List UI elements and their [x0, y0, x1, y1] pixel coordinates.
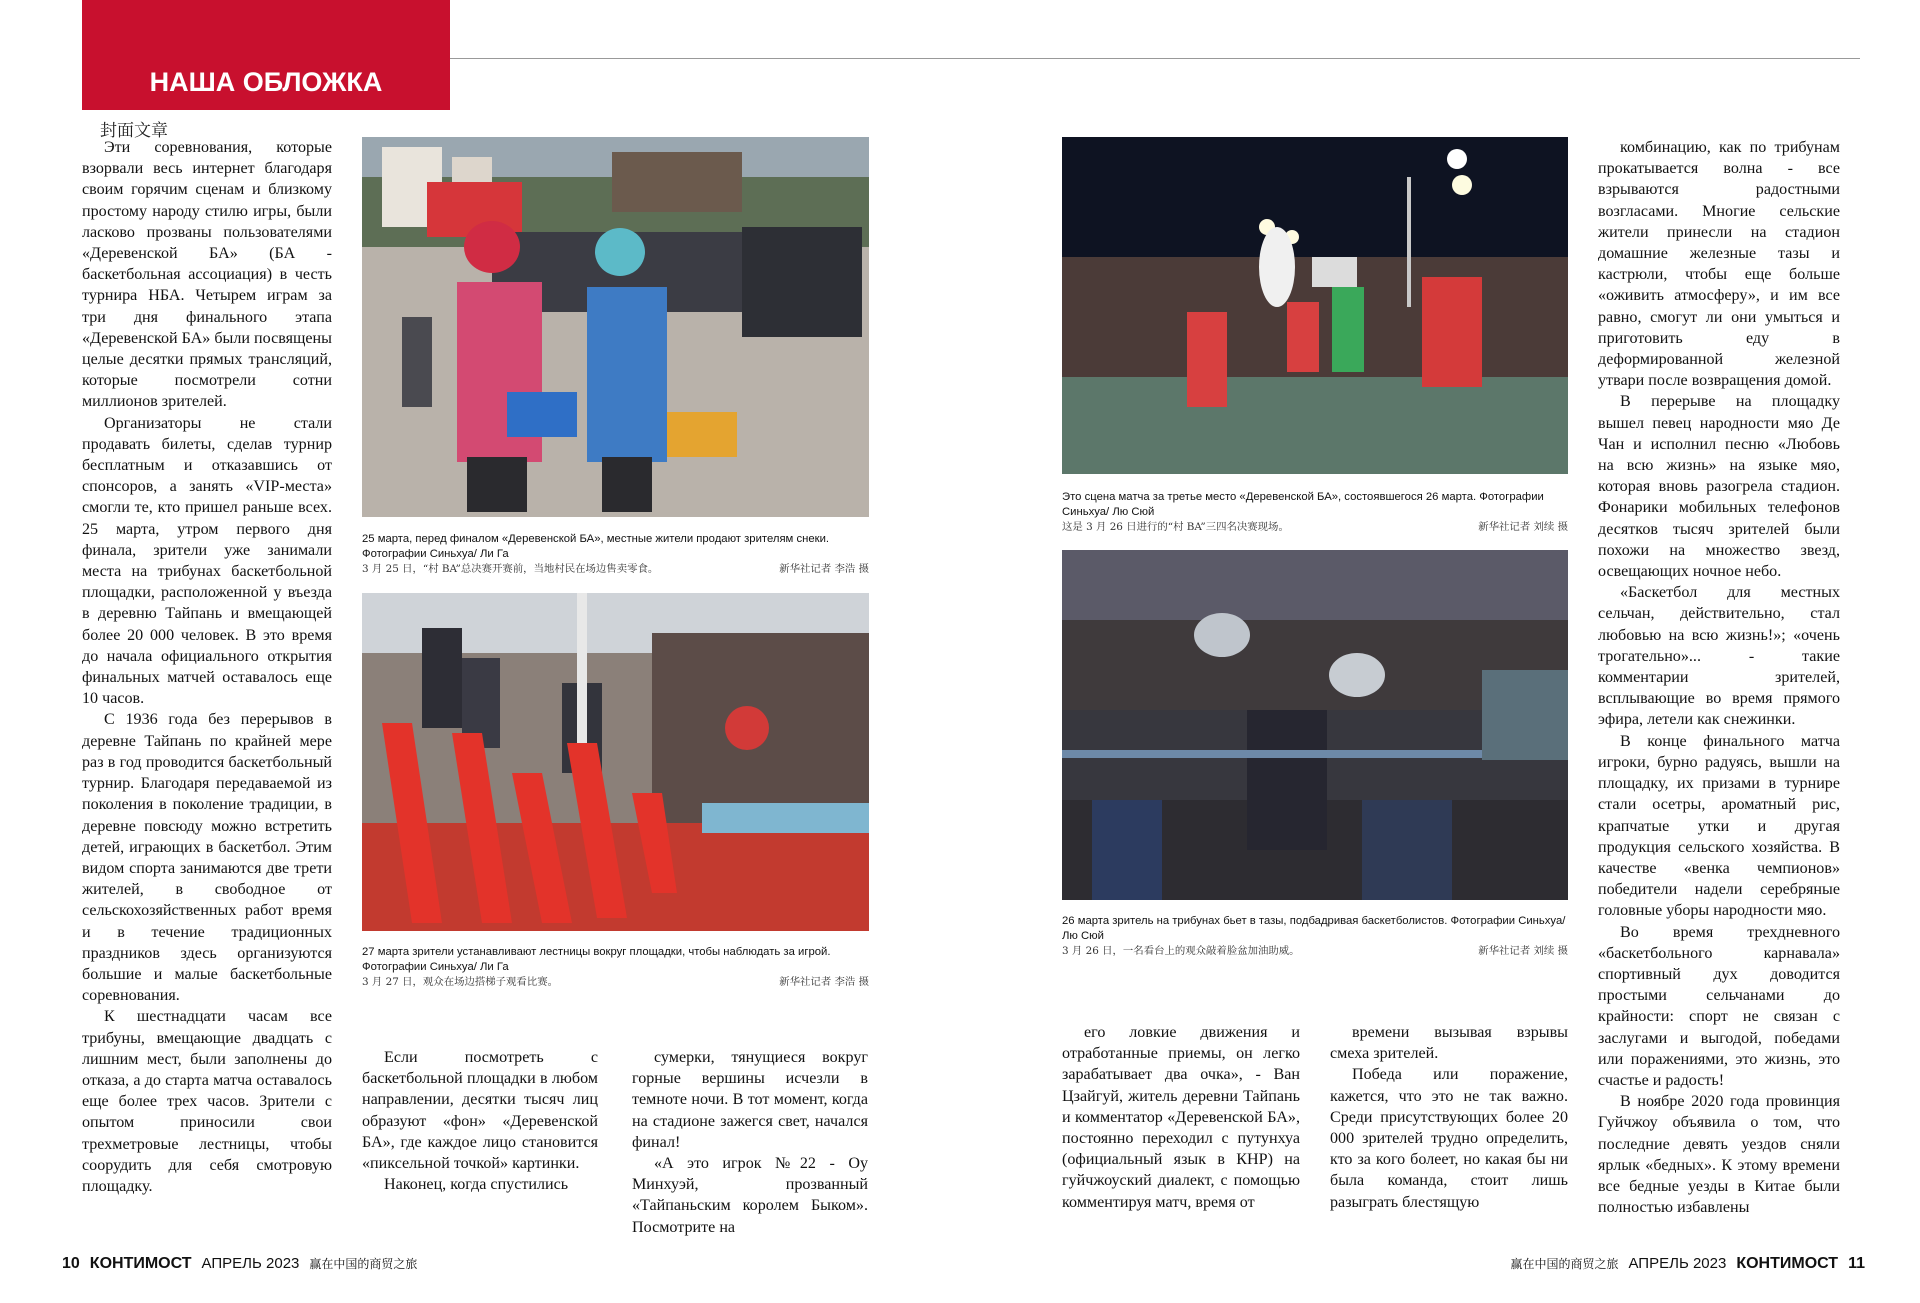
caption-3-credit: 新华社记者 刘续 摄 — [1478, 521, 1568, 533]
caption-4-ru: 26 марта зритель на трибунах бьет в тазы, подбадривая баскетболистов. Фотографии Синьхуа/ Лю Сюй — [1062, 915, 1566, 942]
left-column-1 — [82, 137, 332, 1197]
left-column-3 — [632, 1047, 868, 1238]
section-subtitle: 封面文章 — [100, 121, 168, 141]
section-title: НАША ОБЛОЖКА — [149, 67, 383, 97]
paragraph: В перерыве на площадку вышел певец народности мяо Де Чан и исполнил песню «Любовь на всю жизнь» на языке мяо, которая вновь разогрела стадион. Фонарики мобильных телефонов десятков тысяч зрителей были похожи на множество звезд, освещающих ночное небо. — [1598, 393, 1840, 581]
page-number-left: 10 — [62, 1255, 80, 1272]
right-column-3 — [1598, 137, 1840, 1218]
paragraph: В конце финального матча игроки, бурно радуясь, вышли на площадку, их призами в турнире стали осетры, ароматный рис, крапчатые утки и другая продукция сельского хозяйства. В качестве «венка чемпионов» победители надели серебряные головные уборы народности мяо. — [1598, 732, 1840, 920]
issue-right: АПРЕЛЬ 2023 — [1628, 1255, 1727, 1272]
caption-2-credit: 新华社记者 李浩 摄 — [779, 976, 869, 988]
magazine-name-left: КОНТИМОСТ — [89, 1255, 192, 1272]
paragraph: «Баскетбол для местных сельчан, действительно, стал любовью на всю жизнь!»; «очень трогательно»... - такие комментарии зрителей, всплывающие во время прямого эфира, летели как снежинки. — [1598, 584, 1840, 729]
photo-ladders — [362, 593, 869, 931]
paragraph: времени вызывая взрывы смеха зрителей. — [1330, 1024, 1568, 1063]
paragraph: сумерки, тянущиеся вокруг горные вершины исчезли в темноте ночи. В тот момент, когда на стадионе зажегся свет, начался финал! — [632, 1049, 868, 1151]
right-column-2 — [1330, 1022, 1568, 1213]
issue-left: АПРЕЛЬ 2023 — [201, 1255, 300, 1272]
footer-left — [62, 1255, 417, 1273]
caption-3-cn: 这是 3 月 26 日进行的“村 BA”三四名决赛现场。 — [1062, 521, 1289, 533]
caption-2-ru: 27 марта зрители устанавливают лестницы вокруг площадки, чтобы наблюдать за игрой. Фотографии Синьхуа/ Ли Га — [362, 946, 831, 973]
footer-right — [1510, 1255, 1865, 1273]
caption-1-credit: 新华社记者 李浩 摄 — [779, 563, 869, 575]
paragraph: Во время трехдневного «баскетбольного карнавала» спортивный дух доводится простыми сельчанами до крайности: спорт не связан с заслугами и выгодой, победами или поражениями, это жизнь, это счастье и радость! — [1598, 923, 1840, 1089]
right-column-1 — [1062, 1022, 1300, 1213]
caption-3 — [1062, 490, 1568, 535]
paragraph: его ловкие движения и отработанные приемы, он легко зарабатывает два очка», - Ван Цзайгуй, житель деревни Тайпань и комментатор «Деревенской БА», постоянно переходил с путунхуа (официальный язык в КНР) на гуйчжоуский диалект, с помощью комментируя матч, время от — [1062, 1024, 1300, 1211]
paragraph: Эти соревнования, которые взорвали весь интернет благодаря своим горячим сценам и близкому простому народу стилю игры, были ласково прозваны пользователями «Деревенской БА» (БА - баскетбольная ассоциация) в честь турнира НБА. Четырем играм за три дня финального этапа «Деревенской БА» были посвящены целые десятки прямых трансляций, которые посмотрели сотни миллионов зрителей. — [82, 139, 332, 411]
left-column-2 — [362, 1047, 598, 1195]
caption-4-credit: 新华社记者 刘续 摄 — [1478, 945, 1568, 957]
page-number-right: 11 — [1848, 1255, 1865, 1272]
section-header — [82, 0, 450, 110]
caption-1 — [362, 532, 869, 577]
paragraph: «А это игрок №22 - Оу Минхуэй, прозванный «Тайпаньским королем Быком». Посмотрите на — [632, 1155, 868, 1236]
caption-1-cn: 3 月 25 日，“村 BA”总决赛开赛前，当地村民在场边售卖零食。 — [362, 563, 659, 575]
magazine-name-right: КОНТИМОСТ — [1736, 1255, 1839, 1272]
paragraph: Если посмотреть с баскетбольной площадки в любом направлении, десятки тысяч лиц образуют «фон» «Деревенской БА», где каждое лицо становится «пиксельной точкой» картинки. — [362, 1049, 598, 1173]
caption-4 — [1062, 914, 1568, 959]
paragraph: Победа или поражение, кажется, что это не так важно. Среди присутствующих более 20 000 зрителей трудно определить, кто за кого болеет, но какая бы ни была команда, стоит лишь разыграть блестящую — [1330, 1066, 1568, 1211]
caption-2-cn: 3 月 27 日，观众在场边搭梯子观看比赛。 — [362, 976, 558, 988]
caption-4-cn: 3 月 26 日，一名看台上的观众敲着脸盆加油助威。 — [1062, 945, 1300, 957]
paragraph: С 1936 года без перерывов в деревне Тайпань по крайней мере раз в год проводится баскетбольный турнир. Благодаря передаваемой из поколения в поколение традиции, в деревне повсюду можно встретить детей, играющих в баскетбол. Этим видом спорта занимаются две трети жителей, в свободное от сельскохозяйственных работ время и в течение традиционных праздников здесь организуются большие и малые баскетбольные соревнования. — [82, 711, 332, 1005]
paragraph: К шестнадцати часам все трибуны, вмещающие двадцать с лишним мест, были заполнены до отказа, а до старта матча оставалось еще более трех часов. Зрители с опытом приносили свои трехметровые лестницы, чтобы соорудить для себя смотровую площадку. — [82, 1008, 332, 1195]
paragraph: Организаторы не стали продавать билеты, сделав турнир бесплатным и отказавшись от спонсоров, а занять «VIP-места» смогли те, кто пришел раньше всех. 25 марта, утром первого дня финала, зрители уже занимали места на трибунах баскетбольной площадки, расположенной у въезда в деревню Тайпань и вмещающей более 20 000 человек. В это время до начала официального открытия финальных матчей оставалось еще 10 часов. — [82, 414, 332, 708]
slogan-right: 赢在中国的商贸之旅 — [1510, 1257, 1619, 1271]
photo-night-game — [1062, 137, 1568, 474]
caption-3-ru: Это сцена матча за третье место «Деревенской БА», состоявшегося 26 марта. Фотографии Синьхуа/ Лю Сюй — [1062, 491, 1544, 518]
paragraph: В ноябре 2020 года провинция Гуйчжоу объявила о том, что последние девять уездов сняли ярлык «бедных». К этому времени все бедные уезды в Китае были полностью избавлены — [1598, 1093, 1840, 1217]
caption-2 — [362, 945, 869, 990]
header-rule — [450, 58, 1860, 59]
slogan-left: 赢在中国的商贸之旅 — [309, 1257, 418, 1271]
paragraph: Наконец, когда спустились — [384, 1176, 569, 1194]
photo-vendors — [362, 137, 869, 517]
photo-fans — [1062, 550, 1568, 900]
caption-1-ru: 25 марта, перед финалом «Деревенской БА», местные жители продают зрителям снеки. Фотографии Синьхуа/ Ли Га — [362, 533, 830, 560]
paragraph: комбинацию, как по трибунам прокатывается волна - все взрываются радостными возгласами. Многие сельские жители принесли на стадион домашние железные тазы и кастрюли, чтобы еще больше «оживить атмосферу», и им все равно, смогут ли они умыться и приготовить еду в деформированной железной утвари после возвращения домой. — [1598, 139, 1840, 390]
